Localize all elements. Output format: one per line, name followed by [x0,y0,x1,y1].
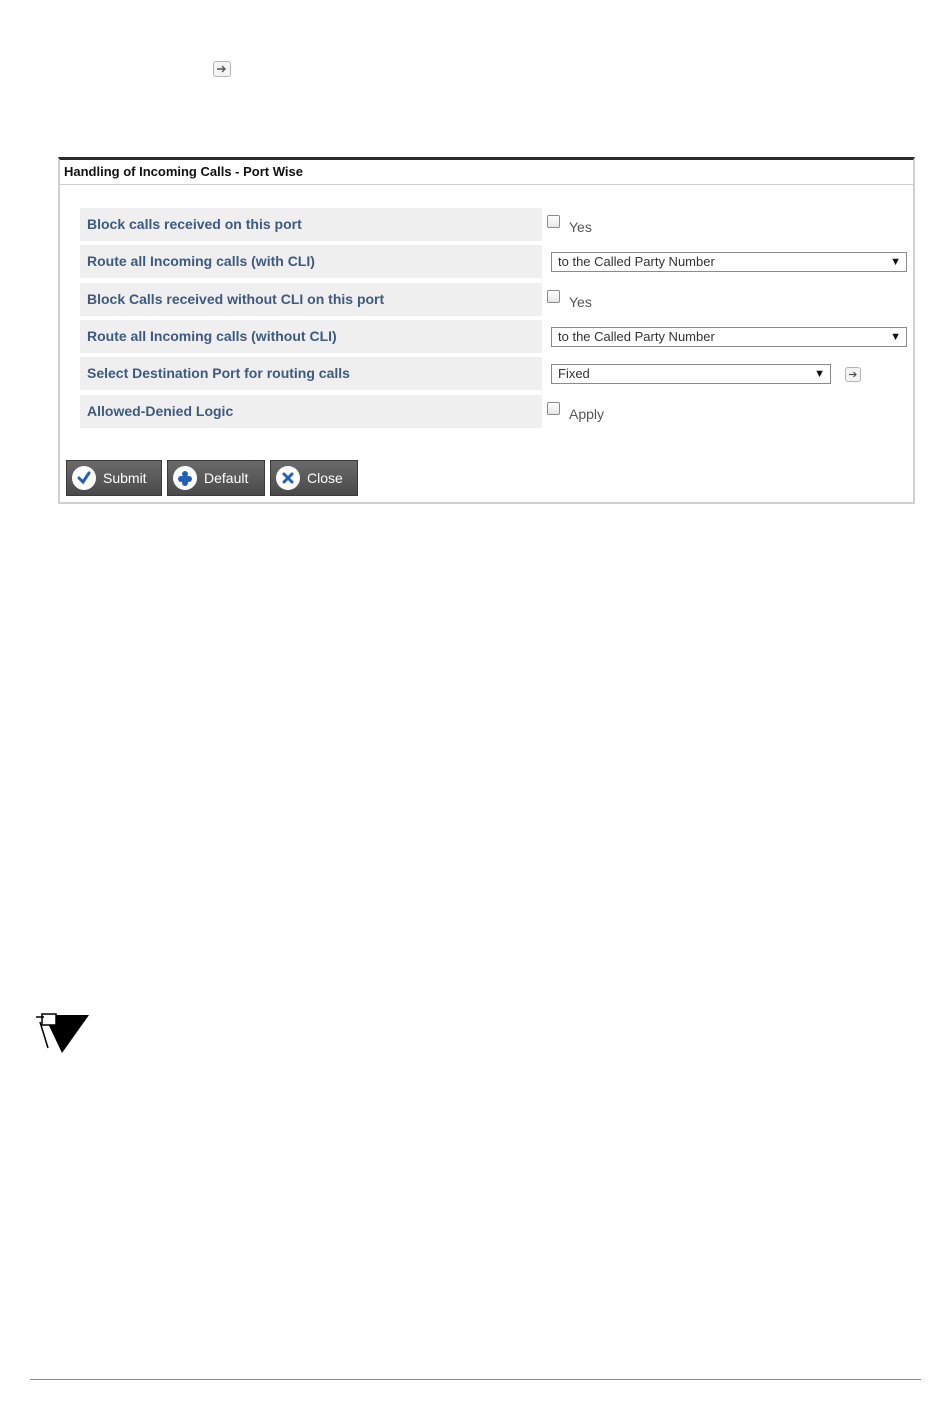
row-route-with-cli [60,245,913,278]
arrow-right-icon [216,64,228,74]
row-route-without-cli [60,320,913,353]
block-calls-checkbox[interactable] [547,215,560,228]
select-value: to the Called Party Number [558,254,715,269]
top-arrow-button[interactable] [213,61,231,77]
checkbox-label: Yes [569,294,592,310]
row-destination-port [60,357,913,390]
row-block-calls [60,208,913,241]
dropdown-arrow-icon: ▼ [890,331,901,343]
select-value: to the Called Party Number [558,329,715,344]
dropdown-arrow-icon: ▼ [814,368,825,380]
row-label: Block Calls received without CLI on this port [80,283,542,316]
arrow-right-icon [848,370,858,379]
route-with-cli-select[interactable] [551,252,907,272]
row-allowed-denied [60,395,913,428]
checkmark-icon [72,466,96,490]
checkbox-label: Yes [569,219,592,235]
close-button-label: Close [307,470,343,486]
row-label: Select Destination Port for routing calls [80,357,542,390]
row-label: Route all Incoming calls (without CLI) [80,320,542,353]
checkbox-label: Apply [569,406,605,422]
block-without-cli-checkbox[interactable] [547,290,560,303]
note-flag-icon [34,1012,90,1054]
default-button[interactable] [167,460,265,496]
footer-divider [30,1379,921,1380]
row-label: Route all Incoming calls (with CLI) [80,245,542,278]
row-label: Block calls received on this port [80,208,542,241]
route-without-cli-select[interactable] [551,327,907,347]
select-value: Fixed [558,366,590,381]
close-x-icon [276,466,300,490]
allowed-denied-checkbox[interactable] [547,402,560,415]
incoming-calls-panel [58,157,915,504]
default-button-label: Default [204,470,249,486]
dropdown-arrow-icon: ▼ [890,256,901,268]
submit-button[interactable] [66,460,162,496]
puzzle-icon [173,466,197,490]
row-label: Allowed-Denied Logic [80,395,542,428]
destination-port-select[interactable] [551,364,831,384]
row-block-without-cli [60,283,913,316]
panel-title: Handling of Incoming Calls - Port Wise [60,160,913,185]
destination-port-arrow-button[interactable] [845,367,861,382]
submit-button-label: Submit [103,470,147,486]
close-button[interactable] [270,460,358,496]
